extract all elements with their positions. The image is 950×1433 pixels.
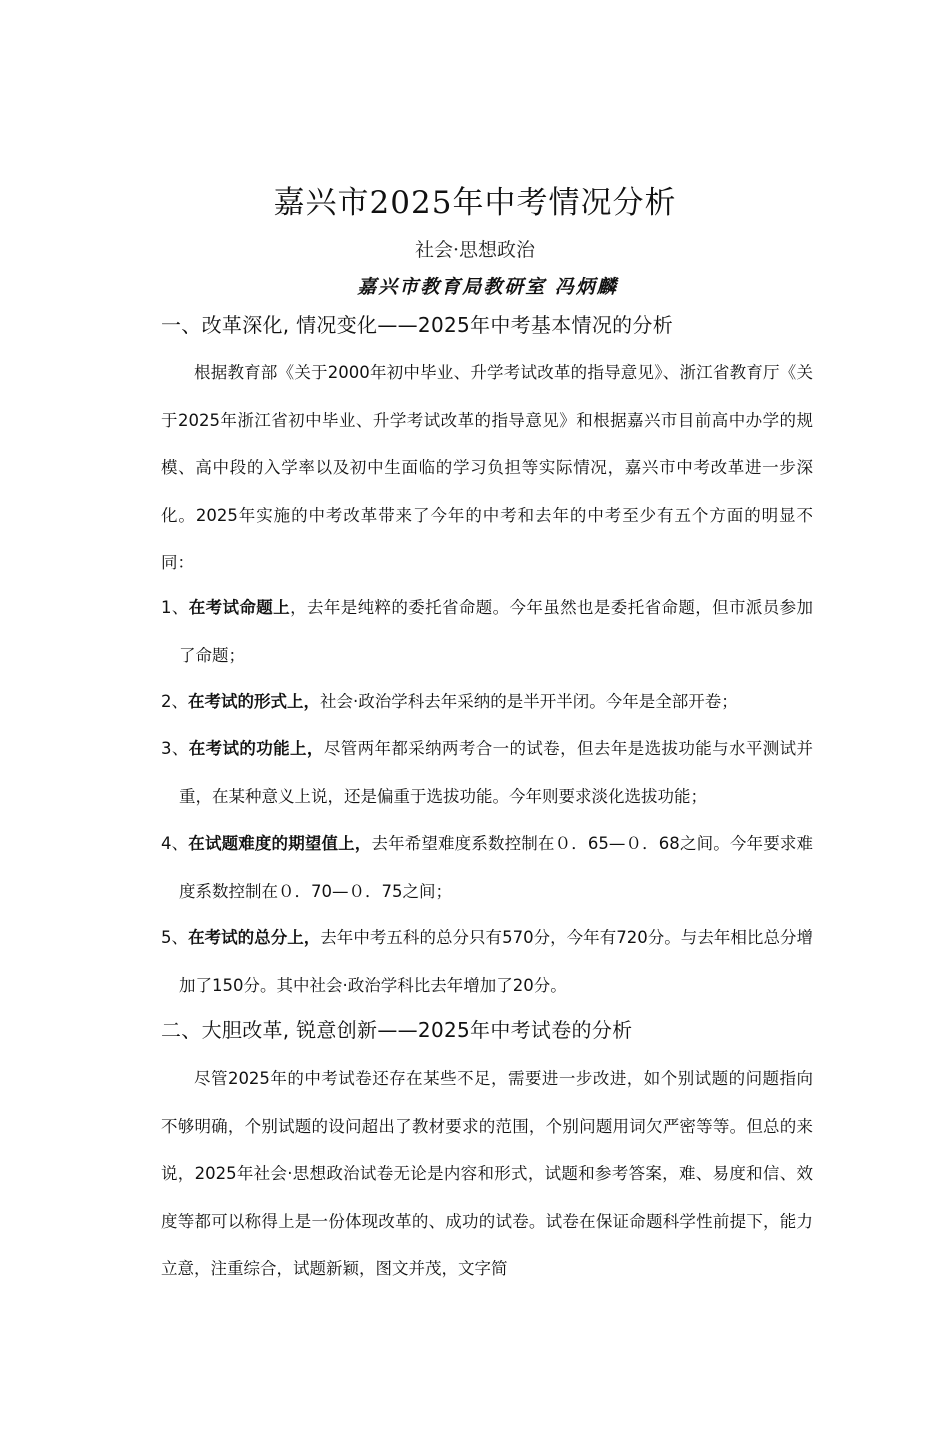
list-item [161, 678, 813, 726]
list-item-text: ，去年是纯粹的委托省命题。今年虽然也是委托省命题，但市派员参加了命题； [179, 598, 814, 665]
list-item-bold: 在试题难度的期望值上， [188, 834, 372, 853]
list-item-number: 3、 [161, 739, 189, 758]
list-item-text: 去年希望难度系数控制在０．65—０．68之间。今年要求难度系数控制在０．70—０．75之间； [179, 834, 813, 901]
section-2-heading: 二、大胆改革, 锐意创新——2025年中考试卷的分析 [161, 1018, 633, 1042]
section-1-intro: 根据教育部《关于2000年初中毕业、升学考试改革的指导意见》、浙江省教育厅《关于2025年浙江省初中毕业、升学考试改革的指导意见》和根据嘉兴市目前高中办学的规模、高中段的入学率以及初中生面临的学习负担等实际情况，嘉兴市中考改革进一步深化。2025年实施的中考改革带来了今年的中考和去年的中考至少有五个方面的明显不同： [161, 363, 813, 572]
list-item-number: 1、 [161, 598, 189, 617]
list-item-number: 4、 [161, 834, 189, 853]
document-title: 嘉兴市2025年中考情况分析 [273, 185, 677, 221]
document-subtitle: 社会·思想政治 [414, 239, 536, 261]
list-item [161, 725, 813, 820]
list-item-bold: 在考试的形式上， [188, 692, 320, 711]
document-author: 嘉兴市教育局教研室 冯炳麟 [357, 276, 618, 298]
list-item [161, 914, 813, 1009]
list-item-text: 去年中考五科的总分只有570分，今年有720分。与去年相比总分增加了150分。其中社会·政治学科比去年增加了20分。 [179, 928, 813, 995]
list-item-number: 2、 [161, 692, 188, 711]
list-item-bold: 在考试的功能上， [188, 739, 324, 758]
list-item-bold: 在考试命题上 [188, 598, 291, 617]
list-item-text: 尽管两年都采纳两考合一的试卷，但去年是选拔功能与水平测试并重，在某种意义上说，还是偏重于选拔功能。今年则要求淡化选拔功能； [179, 739, 814, 806]
list-item-bold: 在考试的总分上， [188, 928, 321, 947]
list-item-text: 社会·政治学科去年采纳的是半开半闭。今年是全部开卷； [320, 692, 738, 711]
list-item [161, 820, 813, 915]
list-item [161, 584, 813, 679]
list-item-number: 5、 [161, 928, 189, 947]
section-1-heading: 一、改革深化, 情况变化——2025年中考基本情况的分析 [161, 313, 674, 337]
section-2-intro: 尽管2025年的中考试卷还存在某些不足，需要进一步改进，如个别试题的问题指向不够明确，个别试题的设问超出了教材要求的范围，个别问题用词欠严密等等。但总的来说，2025年社会·思想政治试卷无论是内容和形式，试题和参考答案，难、易度和信、效度等都可以称得上是一份体现改革的、成功的试卷。试卷在保证命题科学性前提下，能力立意，注重综合，试题新颖，图文并茂，文字简 [161, 1069, 813, 1278]
